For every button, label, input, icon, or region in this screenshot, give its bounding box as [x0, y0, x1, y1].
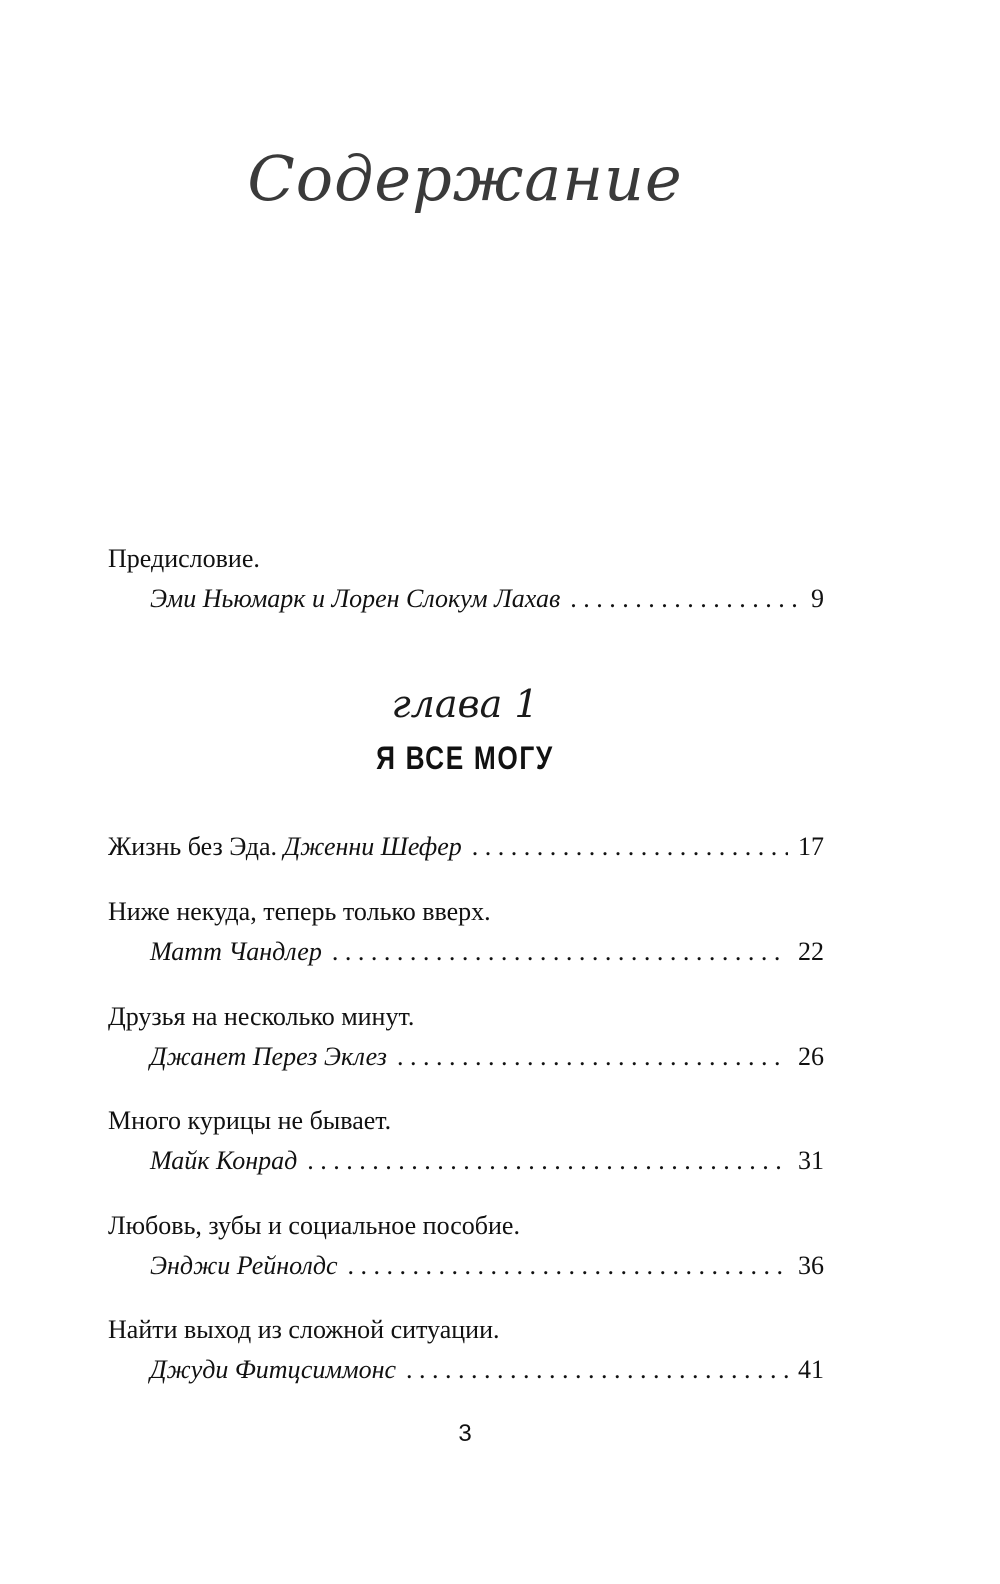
toc-entry-author: Джуди Фитцсиммонс [150, 1355, 397, 1384]
toc-entry-author: Энджи Рейнолдс [150, 1251, 338, 1280]
page-title: Содержание [247, 142, 683, 215]
dot-leader [332, 932, 788, 972]
toc-entry-title: Найти выход из сложной ситуации. [108, 1315, 500, 1344]
toc-entry-page: 31 [798, 1146, 824, 1175]
toc-entry-title: Любовь, зубы и социальное пособие. [108, 1211, 520, 1240]
toc-entry[interactable] [108, 892, 824, 972]
toc-entry-page: 41 [798, 1355, 824, 1384]
dot-leader [307, 1141, 788, 1181]
toc-entry[interactable] [108, 1101, 824, 1181]
dot-leader [570, 579, 801, 619]
toc-entry-title: Предисловие. [108, 544, 260, 573]
page-number: 3 [458, 1420, 472, 1447]
toc-entry-author: Матт Чандлер [150, 937, 322, 966]
toc-entry-author: Майк Конрад [150, 1146, 298, 1175]
toc-entry-page: 17 [798, 832, 824, 861]
toc-entry-preface[interactable] [108, 539, 824, 619]
dot-leader [397, 1037, 788, 1077]
toc-entry-title: Жизнь без Эда. [108, 832, 278, 861]
toc-entry-title: Ниже некуда, теперь только вверх. [108, 897, 491, 926]
toc-entry-page: 9 [811, 584, 824, 613]
toc-entry-title: Друзья на несколько минут. [108, 1002, 415, 1031]
dot-leader [348, 1246, 788, 1286]
chapter-label: глава 1 [391, 682, 539, 726]
toc-entry[interactable] [108, 1310, 824, 1390]
toc-entry-page: 22 [798, 937, 824, 966]
toc-entry-author: Дженни Шефер [283, 832, 462, 861]
toc-entry-author: Джанет Перез Эклез [150, 1042, 387, 1071]
chapter-title: Я ВСЕ МОГУ [376, 740, 554, 776]
toc-entry[interactable] [108, 997, 824, 1077]
toc-entry-page: 26 [798, 1042, 824, 1071]
toc-entry[interactable] [108, 1206, 824, 1286]
toc-entry[interactable] [108, 827, 824, 867]
toc-entry-title: Много курицы не бывает. [108, 1106, 392, 1135]
toc-entry-page: 36 [798, 1251, 824, 1280]
dot-leader [406, 1350, 788, 1390]
toc-entry-author: Эми Ньюмарк и Лорен Слокум Лахав [150, 584, 561, 613]
dot-leader [472, 827, 788, 867]
